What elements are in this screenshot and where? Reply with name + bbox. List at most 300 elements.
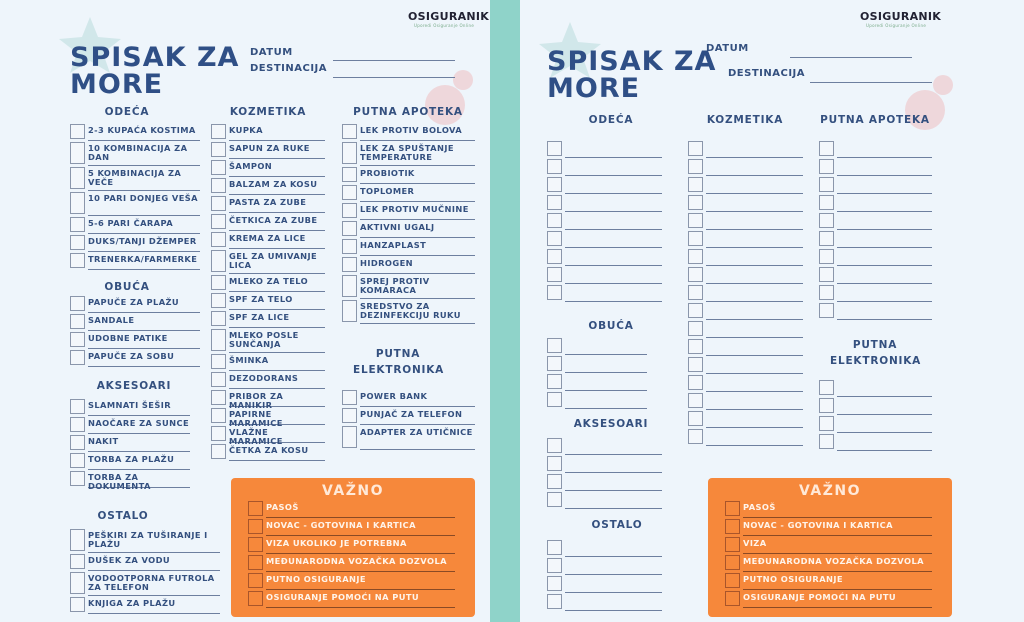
checkbox[interactable] xyxy=(547,558,562,573)
checklist-item[interactable] xyxy=(342,202,475,220)
checklist-item[interactable] xyxy=(725,518,932,536)
checkbox[interactable] xyxy=(70,572,85,594)
checklist-item[interactable] xyxy=(342,123,475,141)
blank-line[interactable] xyxy=(837,140,932,158)
checkbox[interactable] xyxy=(248,519,263,534)
checklist-item[interactable] xyxy=(70,295,200,313)
checkbox[interactable] xyxy=(725,501,740,516)
blank-line[interactable] xyxy=(565,266,662,284)
checklist-item[interactable] xyxy=(725,500,932,518)
checkbox[interactable] xyxy=(70,332,85,347)
blank-line[interactable] xyxy=(565,593,662,611)
checkbox[interactable] xyxy=(342,426,357,448)
checkbox[interactable] xyxy=(211,390,226,405)
ostalo-heading: OSTALO xyxy=(97,510,149,522)
checkbox[interactable] xyxy=(248,573,263,588)
checkbox[interactable] xyxy=(688,357,703,372)
checklist-item[interactable] xyxy=(248,554,455,572)
blank-checklist-item[interactable] xyxy=(819,302,932,320)
checkbox[interactable] xyxy=(70,217,85,232)
item-label: VLAŽNE MARAMICE xyxy=(229,425,325,443)
item-label: NOVAC - GOTOVINA I KARTICA xyxy=(266,518,455,536)
checklist-item[interactable] xyxy=(211,177,325,195)
blank-checklist-item[interactable] xyxy=(819,194,932,212)
blank-line[interactable] xyxy=(706,140,803,158)
blank-checklist-item[interactable] xyxy=(688,374,803,392)
blank-checklist-item[interactable] xyxy=(688,140,803,158)
checkbox[interactable] xyxy=(819,213,834,228)
checkbox[interactable] xyxy=(819,141,834,156)
checkbox[interactable] xyxy=(819,195,834,210)
checkbox[interactable] xyxy=(819,398,834,413)
blank-line[interactable] xyxy=(706,230,803,248)
blank-line[interactable] xyxy=(565,194,662,212)
checkbox[interactable] xyxy=(70,167,85,189)
checkbox[interactable] xyxy=(211,275,226,290)
checkbox[interactable] xyxy=(725,519,740,534)
checkbox[interactable] xyxy=(547,267,562,282)
checkbox[interactable] xyxy=(819,380,834,395)
checkbox[interactable] xyxy=(688,303,703,318)
checklist-item[interactable] xyxy=(211,443,325,461)
checklist-item[interactable] xyxy=(342,299,475,324)
aksesoari-list xyxy=(547,437,662,509)
checklist-item[interactable] xyxy=(70,553,220,571)
checkbox[interactable] xyxy=(819,434,834,449)
checklist-item[interactable] xyxy=(725,554,932,572)
ostalo-list xyxy=(70,528,220,614)
blank-checklist-item[interactable] xyxy=(688,410,803,428)
checklist-item[interactable] xyxy=(70,349,200,367)
odeca-list xyxy=(70,123,200,270)
checklist-item[interactable] xyxy=(342,425,475,450)
checklist-item[interactable] xyxy=(70,123,200,141)
item-label: DUŠEK ZA VODU xyxy=(88,553,220,571)
blank-checklist-item[interactable] xyxy=(547,140,662,158)
item-label: SLAMNATI ŠEŠIR xyxy=(88,398,190,416)
checkbox[interactable] xyxy=(688,285,703,300)
checkbox[interactable] xyxy=(70,529,85,551)
blank-checklist-item[interactable] xyxy=(547,355,647,373)
checklist-item[interactable] xyxy=(725,572,932,590)
checkbox[interactable] xyxy=(725,573,740,588)
blank-line[interactable] xyxy=(837,248,932,266)
blank-line[interactable] xyxy=(706,248,803,266)
checklist-item[interactable] xyxy=(342,141,475,166)
checkbox[interactable] xyxy=(819,285,834,300)
blank-line[interactable] xyxy=(565,140,662,158)
checkbox[interactable] xyxy=(70,417,85,432)
checkbox[interactable] xyxy=(70,399,85,414)
checkbox[interactable] xyxy=(688,393,703,408)
blank-checklist-item[interactable] xyxy=(819,158,932,176)
checkbox[interactable] xyxy=(688,195,703,210)
checklist-item[interactable] xyxy=(248,536,455,554)
blank-checklist-item[interactable] xyxy=(547,455,662,473)
blank-checklist-item[interactable] xyxy=(688,194,803,212)
checkbox[interactable] xyxy=(211,426,226,441)
checklist-item[interactable] xyxy=(211,274,325,292)
checkbox[interactable] xyxy=(248,537,263,552)
checkbox[interactable] xyxy=(211,311,226,326)
checkbox[interactable] xyxy=(211,250,226,272)
blank-line[interactable] xyxy=(837,194,932,212)
blank-line[interactable] xyxy=(565,248,662,266)
checkbox[interactable] xyxy=(70,192,85,214)
checkbox[interactable] xyxy=(547,249,562,264)
checkbox[interactable] xyxy=(547,195,562,210)
blank-checklist-item[interactable] xyxy=(688,176,803,194)
blank-checklist-item[interactable] xyxy=(547,575,662,593)
checklist-item[interactable] xyxy=(211,249,325,274)
blank-checklist-item[interactable] xyxy=(547,557,662,575)
blank-line[interactable] xyxy=(706,356,803,374)
checkbox[interactable] xyxy=(342,124,357,139)
blank-line[interactable] xyxy=(565,491,662,509)
checkbox[interactable] xyxy=(819,159,834,174)
blank-checklist-item[interactable] xyxy=(688,212,803,230)
checklist-item[interactable] xyxy=(70,452,190,470)
checkbox[interactable] xyxy=(70,235,85,250)
blank-line[interactable] xyxy=(837,230,932,248)
blank-line[interactable] xyxy=(706,266,803,284)
checklist-item[interactable] xyxy=(725,590,932,608)
blank-line[interactable] xyxy=(837,415,932,433)
checkbox[interactable] xyxy=(725,555,740,570)
item-label: ČETKICA ZA ZUBE xyxy=(229,213,325,231)
blank-line[interactable] xyxy=(565,176,662,194)
checkbox[interactable] xyxy=(819,249,834,264)
blank-checklist-item[interactable] xyxy=(819,248,932,266)
checkbox[interactable] xyxy=(248,591,263,606)
checkbox[interactable] xyxy=(211,178,226,193)
blank-checklist-item[interactable] xyxy=(819,397,932,415)
blank-checklist-item[interactable] xyxy=(688,302,803,320)
blank-line[interactable] xyxy=(565,337,647,355)
checklist-item[interactable] xyxy=(342,220,475,238)
blank-checklist-item[interactable] xyxy=(688,428,803,446)
checklist-item[interactable] xyxy=(70,191,200,216)
checkbox[interactable] xyxy=(211,354,226,369)
checkbox[interactable] xyxy=(688,213,703,228)
blank-line[interactable] xyxy=(837,284,932,302)
checkbox[interactable] xyxy=(70,296,85,311)
checkbox[interactable] xyxy=(819,303,834,318)
checklist-item[interactable] xyxy=(248,500,455,518)
checkbox[interactable] xyxy=(688,249,703,264)
checkbox[interactable] xyxy=(342,300,357,322)
checkbox[interactable] xyxy=(819,177,834,192)
checkbox[interactable] xyxy=(70,350,85,365)
blank-checklist-item[interactable] xyxy=(547,176,662,194)
checklist-item[interactable] xyxy=(342,274,475,299)
checkbox[interactable] xyxy=(342,221,357,236)
blank-line[interactable] xyxy=(565,455,662,473)
checklist-item[interactable] xyxy=(70,331,200,349)
blank-checklist-item[interactable] xyxy=(547,593,662,611)
blank-checklist-item[interactable] xyxy=(819,415,932,433)
blank-line[interactable] xyxy=(565,391,647,409)
item-label: 10 PARI DONJEG VEŠA xyxy=(88,191,200,216)
checkbox[interactable] xyxy=(688,429,703,444)
checkbox[interactable] xyxy=(211,214,226,229)
checklist-item[interactable] xyxy=(248,572,455,590)
checklist-item[interactable] xyxy=(211,123,325,141)
blank-checklist-item[interactable] xyxy=(547,284,662,302)
blank-checklist-item[interactable] xyxy=(547,158,662,176)
blank-checklist-item[interactable] xyxy=(547,230,662,248)
checkbox[interactable] xyxy=(547,159,562,174)
blank-line[interactable] xyxy=(837,158,932,176)
blank-line[interactable] xyxy=(706,284,803,302)
checkbox[interactable] xyxy=(211,160,226,175)
blank-line[interactable] xyxy=(837,266,932,284)
checkbox[interactable] xyxy=(211,142,226,157)
checklist-item[interactable] xyxy=(70,313,200,331)
blank-line[interactable] xyxy=(706,410,803,428)
blank-checklist-item[interactable] xyxy=(819,212,932,230)
checkbox[interactable] xyxy=(547,456,562,471)
blank-line[interactable] xyxy=(706,428,803,446)
checkbox[interactable] xyxy=(819,267,834,282)
checkbox[interactable] xyxy=(688,321,703,336)
blank-checklist-item[interactable] xyxy=(547,391,647,409)
checklist-item[interactable] xyxy=(211,159,325,177)
blank-checklist-item[interactable] xyxy=(547,248,662,266)
checkbox[interactable] xyxy=(342,275,357,297)
checkbox[interactable] xyxy=(688,231,703,246)
blank-line[interactable] xyxy=(565,284,662,302)
blank-checklist-item[interactable] xyxy=(547,194,662,212)
aksesoari-heading: AKSESOARI xyxy=(96,380,172,392)
checklist-item[interactable] xyxy=(211,389,325,410)
blank-line[interactable] xyxy=(565,473,662,491)
checklist-item[interactable] xyxy=(725,536,932,554)
blank-checklist-item[interactable] xyxy=(547,373,647,391)
blank-checklist-item[interactable] xyxy=(688,338,803,356)
checklist-item[interactable] xyxy=(342,184,475,202)
checklist-item[interactable] xyxy=(211,353,325,371)
destinacija-field[interactable] xyxy=(333,77,455,78)
checkbox[interactable] xyxy=(342,239,357,254)
checkbox[interactable] xyxy=(70,314,85,329)
checklist-item[interactable] xyxy=(70,434,190,452)
blank-checklist-item[interactable] xyxy=(547,437,662,455)
checklist-item[interactable] xyxy=(211,141,325,159)
blank-checklist-item[interactable] xyxy=(688,284,803,302)
blank-line[interactable] xyxy=(706,176,803,194)
blank-line[interactable] xyxy=(706,302,803,320)
checkbox[interactable] xyxy=(70,597,85,612)
checkbox[interactable] xyxy=(547,177,562,192)
checkbox[interactable] xyxy=(211,372,226,387)
blank-line[interactable] xyxy=(837,379,932,397)
blank-checklist-item[interactable] xyxy=(819,379,932,397)
checklist-item[interactable] xyxy=(70,234,200,252)
checkbox[interactable] xyxy=(725,591,740,606)
blank-checklist-item[interactable] xyxy=(819,433,932,451)
checkbox[interactable] xyxy=(547,231,562,246)
blank-line[interactable] xyxy=(565,437,662,455)
checkbox[interactable] xyxy=(70,554,85,569)
checkbox[interactable] xyxy=(547,338,562,353)
blank-line[interactable] xyxy=(565,158,662,176)
blank-line[interactable] xyxy=(706,194,803,212)
checkbox[interactable] xyxy=(688,177,703,192)
blank-checklist-item[interactable] xyxy=(688,248,803,266)
checkbox[interactable] xyxy=(342,390,357,405)
checkbox[interactable] xyxy=(211,293,226,308)
checkbox[interactable] xyxy=(547,374,562,389)
blank-checklist-item[interactable] xyxy=(547,473,662,491)
checkbox[interactable] xyxy=(70,471,85,486)
checkbox[interactable] xyxy=(70,453,85,468)
checkbox[interactable] xyxy=(547,438,562,453)
checklist-item[interactable] xyxy=(70,470,190,491)
blank-checklist-item[interactable] xyxy=(547,539,662,557)
checklist-item[interactable] xyxy=(70,571,220,596)
checkbox[interactable] xyxy=(547,474,562,489)
checklist-item[interactable] xyxy=(211,328,325,353)
checkbox[interactable] xyxy=(547,594,562,609)
blank-checklist-item[interactable] xyxy=(819,284,932,302)
datum-field[interactable] xyxy=(790,57,912,58)
checklist-item[interactable] xyxy=(248,590,455,608)
checkbox[interactable] xyxy=(342,408,357,423)
checklist-item[interactable] xyxy=(70,528,220,553)
blank-checklist-item[interactable] xyxy=(819,266,932,284)
checklist-item[interactable] xyxy=(342,238,475,256)
checklist-item[interactable] xyxy=(342,407,475,425)
blank-line[interactable] xyxy=(565,373,647,391)
checklist-item[interactable] xyxy=(70,216,200,234)
blank-line[interactable] xyxy=(706,374,803,392)
checklist-item[interactable] xyxy=(211,310,325,328)
checkbox[interactable] xyxy=(688,267,703,282)
checklist-item[interactable] xyxy=(342,389,475,407)
checkbox[interactable] xyxy=(688,141,703,156)
checkbox[interactable] xyxy=(248,501,263,516)
blank-checklist-item[interactable] xyxy=(547,212,662,230)
checklist-item[interactable] xyxy=(211,213,325,231)
checkbox[interactable] xyxy=(819,416,834,431)
checkbox[interactable] xyxy=(342,167,357,182)
checkbox[interactable] xyxy=(211,329,226,351)
checklist-item[interactable] xyxy=(70,252,200,270)
blank-line[interactable] xyxy=(565,355,647,373)
odeca-list xyxy=(547,140,662,302)
blank-checklist-item[interactable] xyxy=(688,392,803,410)
blank-line[interactable] xyxy=(706,392,803,410)
checkbox[interactable] xyxy=(211,444,226,459)
blank-line[interactable] xyxy=(565,212,662,230)
checkbox[interactable] xyxy=(342,257,357,272)
checkbox[interactable] xyxy=(688,159,703,174)
checkbox[interactable] xyxy=(70,435,85,450)
blank-checklist-item[interactable] xyxy=(688,158,803,176)
checklist-item[interactable] xyxy=(211,407,325,428)
blank-checklist-item[interactable] xyxy=(819,140,932,158)
blank-line[interactable] xyxy=(706,320,803,338)
blank-checklist-item[interactable] xyxy=(688,266,803,284)
checklist-item[interactable] xyxy=(211,195,325,213)
checklist-item[interactable] xyxy=(342,166,475,184)
checkbox[interactable] xyxy=(547,540,562,555)
item-label: ČETKA ZA KOSU xyxy=(229,443,325,461)
checklist-item[interactable] xyxy=(211,371,325,389)
blank-checklist-item[interactable] xyxy=(819,176,932,194)
checkbox[interactable] xyxy=(211,196,226,211)
checklist-item[interactable] xyxy=(70,596,220,614)
destinacija-field[interactable] xyxy=(810,82,932,83)
checkbox[interactable] xyxy=(547,141,562,156)
checkbox[interactable] xyxy=(547,492,562,507)
checklist-item[interactable] xyxy=(211,425,325,446)
blank-line[interactable] xyxy=(837,212,932,230)
checklist-item[interactable] xyxy=(70,398,190,416)
checkbox[interactable] xyxy=(342,142,357,164)
checkbox[interactable] xyxy=(211,124,226,139)
blank-line[interactable] xyxy=(565,230,662,248)
blank-line[interactable] xyxy=(706,338,803,356)
aksesoari-list xyxy=(70,398,190,491)
checklist-item[interactable] xyxy=(70,166,200,191)
checkbox[interactable] xyxy=(688,375,703,390)
checkbox[interactable] xyxy=(342,185,357,200)
datum-field[interactable] xyxy=(333,60,455,61)
blank-checklist-item[interactable] xyxy=(819,230,932,248)
blank-checklist-item[interactable] xyxy=(688,356,803,374)
checkbox[interactable] xyxy=(725,537,740,552)
checkbox[interactable] xyxy=(70,142,85,164)
checkbox[interactable] xyxy=(211,408,226,423)
checkbox[interactable] xyxy=(547,576,562,591)
checkbox[interactable] xyxy=(819,231,834,246)
checklist-item[interactable] xyxy=(211,292,325,310)
checklist-item[interactable] xyxy=(70,141,200,166)
blank-line[interactable] xyxy=(565,539,662,557)
checkbox[interactable] xyxy=(547,392,562,407)
blank-line[interactable] xyxy=(837,433,932,451)
blank-line[interactable] xyxy=(565,557,662,575)
checklist-item[interactable] xyxy=(342,256,475,274)
checkbox[interactable] xyxy=(688,339,703,354)
blank-line[interactable] xyxy=(837,176,932,194)
blank-line[interactable] xyxy=(837,302,932,320)
blank-checklist-item[interactable] xyxy=(547,266,662,284)
checklist-item[interactable] xyxy=(211,231,325,249)
blank-checklist-item[interactable] xyxy=(547,491,662,509)
blank-checklist-item[interactable] xyxy=(688,230,803,248)
blank-checklist-item[interactable] xyxy=(547,337,647,355)
blank-line[interactable] xyxy=(706,158,803,176)
checkbox[interactable] xyxy=(547,213,562,228)
checkbox[interactable] xyxy=(547,285,562,300)
checkbox[interactable] xyxy=(248,555,263,570)
blank-line[interactable] xyxy=(706,212,803,230)
checklist-item[interactable] xyxy=(248,518,455,536)
blank-checklist-item[interactable] xyxy=(688,320,803,338)
checklist-item[interactable] xyxy=(70,416,190,434)
checkbox[interactable] xyxy=(342,203,357,218)
checkbox[interactable] xyxy=(70,253,85,268)
checkbox[interactable] xyxy=(211,232,226,247)
checkbox[interactable] xyxy=(547,356,562,371)
blank-line[interactable] xyxy=(565,575,662,593)
checkbox[interactable] xyxy=(70,124,85,139)
blank-line[interactable] xyxy=(837,397,932,415)
checkbox[interactable] xyxy=(688,411,703,426)
